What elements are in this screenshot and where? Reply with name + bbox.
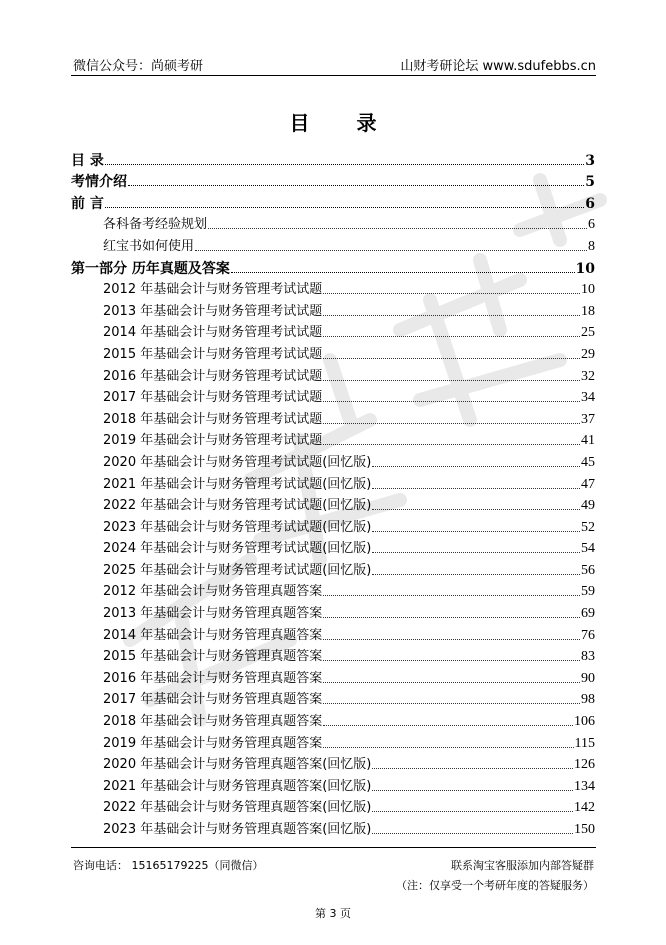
toc-entry-label: 2021 年基础会计与财务管理考试试题(回忆版) xyxy=(103,476,372,492)
toc-entry-page: 32 xyxy=(581,368,595,384)
toc-dot-leader xyxy=(323,595,580,596)
toc-entry-label: 2020 年基础会计与财务管理真题答案(回忆版) xyxy=(103,757,372,773)
toc-dot-leader xyxy=(323,725,573,726)
toc-entry-label: 2015 年基础会计与财务管理真题答案 xyxy=(103,649,323,665)
toc-dot-leader xyxy=(323,639,580,640)
toc-entry-label: 2021 年基础会计与财务管理真题答案(回忆版) xyxy=(103,778,372,794)
toc-entry-page: 52 xyxy=(581,519,595,535)
toc-entry-label: 2013 年基础会计与财务管理真题答案 xyxy=(103,606,323,622)
toc-entry[interactable] xyxy=(71,321,595,343)
toc-entry-page: 6 xyxy=(588,217,595,233)
toc-entry[interactable] xyxy=(71,580,595,602)
toc-entry-label: 红宝书如何使用 xyxy=(103,238,195,254)
toc-entry-page: 6 xyxy=(585,195,595,212)
toc-entry-page: 134 xyxy=(574,778,595,794)
toc-entry-page: 54 xyxy=(581,541,595,557)
toc-entry-page: 45 xyxy=(581,454,595,470)
toc-dot-leader xyxy=(372,768,573,769)
toc-dot-leader xyxy=(231,272,575,273)
header-divider xyxy=(71,75,596,76)
toc-entry-label: 2025 年基础会计与财务管理考试试题(回忆版) xyxy=(103,562,372,578)
toc-entry[interactable] xyxy=(71,666,595,688)
toc-entry[interactable] xyxy=(71,537,595,559)
toc-entry-label: 各科备考经验规划 xyxy=(103,217,208,233)
toc-dot-leader xyxy=(372,509,580,510)
toc-entry-page: 115 xyxy=(574,735,595,751)
toc-entry-label: 2022 年基础会计与财务管理考试试题(回忆版) xyxy=(103,498,372,514)
toc-entry[interactable] xyxy=(71,601,595,623)
toc-entry[interactable] xyxy=(71,709,595,731)
toc-entry-page: 126 xyxy=(574,757,595,773)
toc-entry-page: 34 xyxy=(581,390,595,406)
toc-dot-leader xyxy=(105,164,584,165)
toc-entry-page: 47 xyxy=(581,476,595,492)
toc-entry-label: 2013 年基础会计与财务管理考试试题 xyxy=(103,303,323,319)
toc-dot-leader xyxy=(372,552,580,553)
toc-entry[interactable] xyxy=(71,494,595,516)
toc-entry-page: 49 xyxy=(581,498,595,514)
toc-entry-label: 2018 年基础会计与财务管理真题答案 xyxy=(103,714,323,730)
toc-entry-label: 第一部分 历年真题及答案 xyxy=(71,260,230,277)
toc-dot-leader xyxy=(128,185,584,186)
toc-entry-label: 目 录 xyxy=(71,152,104,169)
toc-dot-leader xyxy=(372,531,580,532)
toc-dot-leader xyxy=(105,207,584,208)
toc-entry-label: 2016 年基础会计与财务管理真题答案 xyxy=(103,670,323,686)
toc-entry[interactable] xyxy=(71,450,595,472)
toc-entry-label: 2014 年基础会计与财务管理考试试题 xyxy=(103,325,323,341)
toc-entry-page: 59 xyxy=(581,584,595,600)
toc-dot-leader xyxy=(323,703,580,704)
toc-entry-page: 37 xyxy=(581,411,595,427)
toc-dot-leader xyxy=(323,401,580,402)
toc-entry[interactable] xyxy=(71,623,595,645)
toc-entry-label: 2015 年基础会计与财务管理考试试题 xyxy=(103,346,323,362)
toc-dot-leader xyxy=(208,228,587,229)
toc-entry-page: 29 xyxy=(581,346,595,362)
toc-entry[interactable] xyxy=(71,364,595,386)
toc-entry-page: 41 xyxy=(581,433,595,449)
toc-dot-leader xyxy=(372,811,573,812)
toc-dot-leader xyxy=(323,315,580,316)
table-of-contents xyxy=(71,148,595,839)
toc-dot-leader xyxy=(323,380,580,381)
toc-dot-leader xyxy=(372,488,580,489)
toc-entry-label: 2022 年基础会计与财务管理真题答案(回忆版) xyxy=(103,800,372,816)
toc-entry-page: 150 xyxy=(574,822,595,837)
toc-entry-label: 2024 年基础会计与财务管理考试试题(回忆版) xyxy=(103,541,372,557)
page-title: 目 录 xyxy=(289,111,397,135)
toc-entry[interactable] xyxy=(71,148,595,170)
toc-entry[interactable] xyxy=(71,472,595,494)
toc-entry[interactable] xyxy=(71,299,595,321)
toc-entry[interactable] xyxy=(71,645,595,667)
toc-dot-leader xyxy=(372,574,580,575)
toc-dot-leader xyxy=(323,336,580,337)
toc-entry-label: 考情介绍 xyxy=(71,174,127,191)
toc-entry-page: 106 xyxy=(574,714,595,730)
toc-entry-label: 2023 年基础会计与财务管理考试试题(回忆版) xyxy=(103,519,372,535)
toc-entry[interactable] xyxy=(71,688,595,710)
toc-entry[interactable] xyxy=(71,515,595,537)
toc-entry-page: 142 xyxy=(574,800,595,816)
toc-entry-page: 76 xyxy=(581,627,595,643)
footer-note-2: （注：仅享受一个考研年度的答疑服务） xyxy=(396,879,594,892)
toc-entry-page: 10 xyxy=(575,260,595,277)
toc-entry[interactable] xyxy=(71,191,595,213)
toc-entry-label: 2020 年基础会计与财务管理考试试题(回忆版) xyxy=(103,454,372,470)
toc-entry-label: 2014 年基础会计与财务管理真题答案 xyxy=(103,627,323,643)
toc-entry-label: 2019 年基础会计与财务管理考试试题 xyxy=(103,433,323,449)
toc-entry-label: 2017 年基础会计与财务管理考试试题 xyxy=(103,390,323,406)
toc-entry[interactable] xyxy=(71,731,595,753)
toc-entry[interactable] xyxy=(71,386,595,408)
header-right: 山财考研论坛 www.sdufebbs.cn xyxy=(400,59,596,74)
toc-entry-page: 90 xyxy=(581,670,595,686)
toc-entry[interactable] xyxy=(71,342,595,364)
toc-dot-leader xyxy=(323,747,573,748)
page-number: 第 3 页 xyxy=(315,907,351,920)
toc-entry[interactable] xyxy=(71,278,595,300)
toc-entry-page: 8 xyxy=(588,238,595,254)
toc-dot-leader xyxy=(323,293,580,294)
toc-entry-page: 10 xyxy=(581,282,595,298)
toc-entry-page: 25 xyxy=(581,325,595,341)
toc-entry[interactable] xyxy=(71,429,595,451)
toc-dot-leader xyxy=(195,250,587,251)
toc-entry-label: 2012 年基础会计与财务管理真题答案 xyxy=(103,584,323,600)
toc-entry-label: 前 言 xyxy=(71,195,104,212)
toc-entry-label: 2017 年基础会计与财务管理真题答案 xyxy=(103,692,323,708)
toc-entry[interactable] xyxy=(71,407,595,429)
toc-entry-label: 2012 年基础会计与财务管理考试试题 xyxy=(103,282,323,298)
footer-contact: 咨询电话： 15165179225（同微信） xyxy=(73,859,264,872)
toc-entry-label: 2023 年基础会计与财务管理真题答案(回忆版) xyxy=(103,822,372,837)
header-left: 微信公众号：尚硕考研 xyxy=(73,59,204,74)
toc-entry-label: 2016 年基础会计与财务管理考试试题 xyxy=(103,368,323,384)
toc-dot-leader xyxy=(323,617,580,618)
toc-entry-page: 5 xyxy=(585,174,595,191)
footer-note-1: 联系淘宝客服添加内部答疑群 xyxy=(451,859,594,872)
toc-entry-label: 2019 年基础会计与财务管理真题答案 xyxy=(103,735,323,751)
toc-entry[interactable] xyxy=(71,213,595,235)
toc-dot-leader xyxy=(323,682,580,683)
toc-entry[interactable] xyxy=(71,817,595,839)
footer-divider xyxy=(71,847,596,848)
toc-dot-leader xyxy=(372,790,573,791)
toc-entry[interactable] xyxy=(71,796,595,818)
toc-entry[interactable] xyxy=(71,774,595,796)
toc-dot-leader xyxy=(323,358,580,359)
toc-entry-page: 98 xyxy=(581,692,595,708)
toc-entry[interactable] xyxy=(71,256,595,278)
toc-entry-page: 18 xyxy=(581,303,595,319)
toc-entry[interactable] xyxy=(71,170,595,192)
toc-dot-leader xyxy=(323,444,580,445)
toc-entry[interactable] xyxy=(71,234,595,256)
toc-dot-leader xyxy=(323,660,580,661)
toc-entry-page: 3 xyxy=(585,152,595,169)
toc-entry-page: 56 xyxy=(581,562,595,578)
toc-entry[interactable] xyxy=(71,753,595,775)
toc-dot-leader xyxy=(323,423,580,424)
toc-entry-page: 69 xyxy=(581,606,595,622)
toc-entry-page: 83 xyxy=(581,649,595,665)
toc-entry-label: 2018 年基础会计与财务管理考试试题 xyxy=(103,411,323,427)
toc-dot-leader xyxy=(372,466,580,467)
toc-entry[interactable] xyxy=(71,558,595,580)
toc-dot-leader xyxy=(372,833,573,834)
